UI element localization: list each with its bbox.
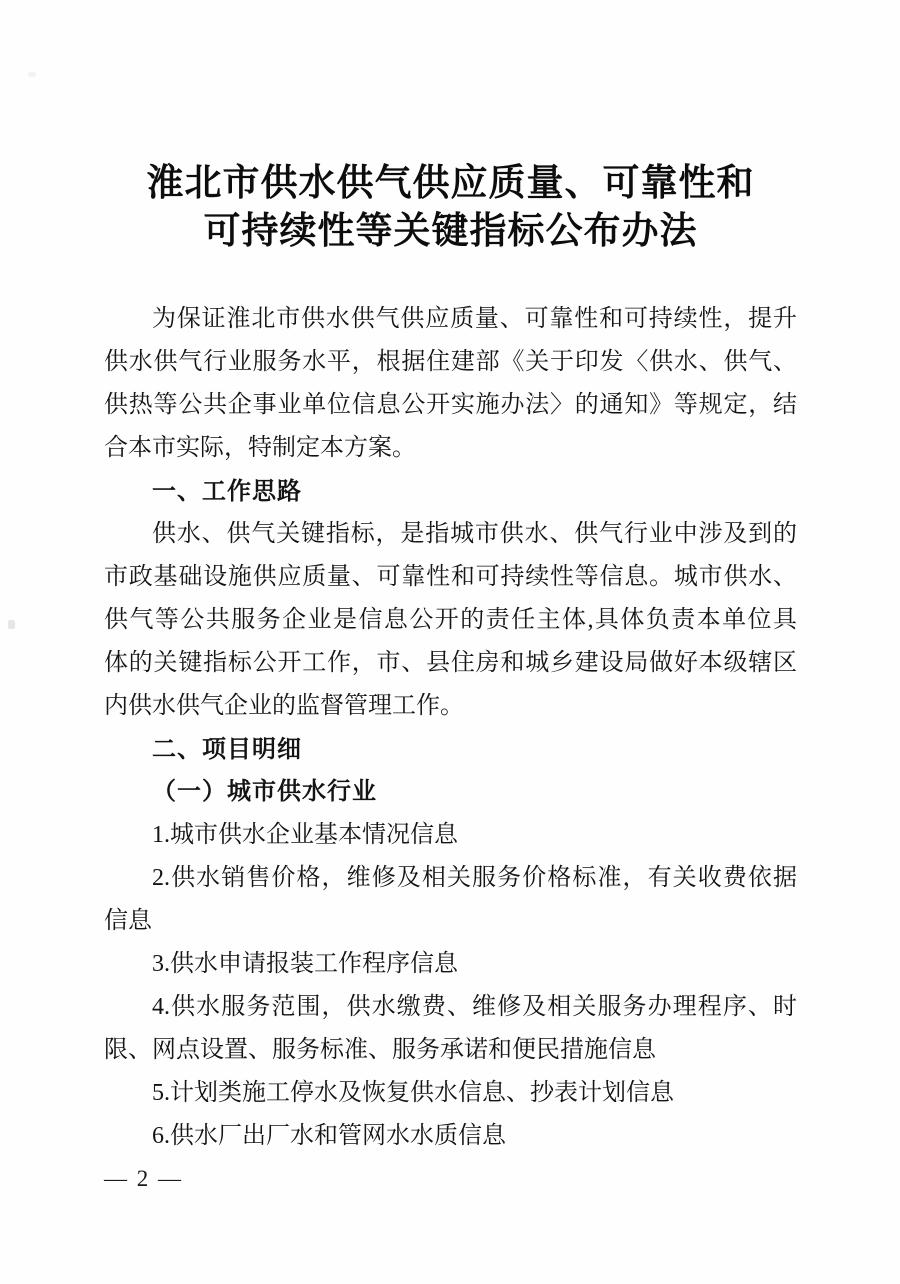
- list-item: 3.供水申请报装工作程序信息: [152, 951, 458, 977]
- list-item: 5.计划类施工停水及恢复供水信息、抄表计划信息: [152, 1080, 674, 1106]
- scan-artifact: [28, 72, 36, 77]
- intro-paragraph-line: 供热等公共企事业单位信息公开实施办法〉的通知》等规定，结: [104, 392, 797, 418]
- list-item: 2.供水销售价格，维修及相关服务价格标准，有关收费依据: [152, 865, 797, 891]
- work-plan-paragraph-line: 供气等公共服务企业是信息公开的责任主体,具体负责本单位具: [104, 607, 797, 633]
- document-content: [104, 0, 797, 1194]
- work-plan-paragraph-line: 市政基础设施供应质量、可靠性和可持续性等信息。城市供水、: [104, 564, 797, 590]
- list-item: 6.供水厂出厂水和管网水水质信息: [152, 1123, 506, 1149]
- section-heading-work-plan: 一、工作思路: [152, 478, 302, 505]
- intro-paragraph-line: 为保证淮北市供水供气供应质量、可靠性和可持续性，提升: [152, 306, 797, 332]
- subsection-heading-water-supply: （一）城市供水行业: [152, 779, 377, 805]
- list-item: 4.供水服务范围，供水缴费、维修及相关服务办理程序、时: [152, 994, 797, 1020]
- work-plan-paragraph-line: 内供水供气企业的监督管理工作。: [104, 693, 464, 719]
- list-item: 1.城市供水企业基本情况信息: [152, 822, 458, 848]
- page-number: — 2 —: [104, 1166, 183, 1191]
- work-plan-paragraph-line: 供水、供气关键指标，是指城市供水、供气行业中涉及到的: [152, 521, 797, 547]
- section-heading-project-details: 二、项目明细: [152, 736, 302, 763]
- document-title: [104, 160, 797, 256]
- work-plan-paragraph-line: 体的关键指标公开工作，市、县住房和城乡建设局做好本级辖区: [104, 650, 797, 676]
- intro-paragraph-line: 供水供气行业服务水平，根据住建部《关于印发〈供水、供气、: [104, 349, 797, 375]
- scan-artifact: [8, 620, 15, 629]
- intro-paragraph-line: 合本市实际，特制定本方案。: [104, 435, 416, 461]
- title-line-2: 可持续性等关键指标公布办法: [203, 211, 698, 252]
- list-item-continuation: 信息: [104, 908, 152, 934]
- title-line-1: 淮北市供水供气供应质量、可靠性和: [146, 163, 755, 204]
- list-item-continuation: 限、网点设置、服务标准、服务承诺和便民措施信息: [104, 1037, 656, 1063]
